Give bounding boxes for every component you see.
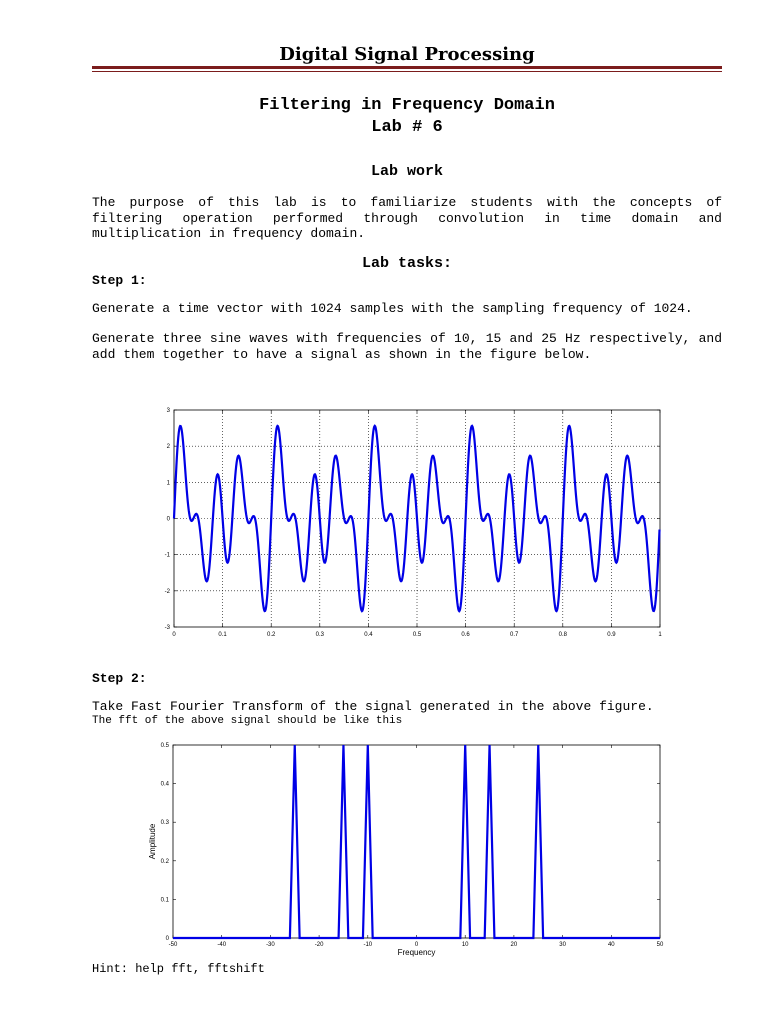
x-tick-label: 1 bbox=[658, 632, 662, 638]
x-tick-label: 0.2 bbox=[267, 632, 276, 638]
step1-text-1: Generate a time vector with 1024 samples with the sampling frequency of 1024. bbox=[92, 301, 693, 316]
y-tick-label: 0.4 bbox=[160, 781, 169, 788]
y-tick-label: 0.1 bbox=[160, 897, 169, 904]
x-axis-label: Frequency bbox=[397, 948, 436, 957]
lab-title: Filtering in Frequency Domain bbox=[259, 96, 555, 115]
step2-text-2: The fft of the above signal should be like this bbox=[92, 715, 403, 727]
x-tick-label: 0.3 bbox=[315, 632, 324, 638]
x-tick-label: 0 bbox=[172, 632, 176, 638]
x-tick-label: -10 bbox=[363, 942, 373, 948]
y-tick-label: 0 bbox=[165, 936, 169, 942]
x-tick-label: -20 bbox=[314, 942, 324, 948]
x-tick-label: 0.7 bbox=[510, 632, 519, 638]
time-signal-chart bbox=[150, 400, 670, 642]
header-rule-thick bbox=[92, 66, 722, 69]
x-tick-label: 0.8 bbox=[558, 632, 567, 638]
lab-number: Lab # 6 bbox=[371, 118, 443, 137]
y-tick-label: 0.3 bbox=[160, 820, 169, 827]
x-tick-label: 0.5 bbox=[412, 632, 422, 638]
y-tick-label: -2 bbox=[164, 588, 170, 595]
y-tick-label: 0.5 bbox=[160, 743, 169, 749]
y-tick-label: 0 bbox=[166, 516, 170, 523]
y-tick-label: 1 bbox=[166, 480, 170, 487]
step1-text-2: Generate three sine waves with frequencies of 10, 15 and 25 Hz respectively, and add them together to have a signal as shown in the figure below. bbox=[92, 331, 722, 362]
x-tick-label: 0.6 bbox=[461, 632, 470, 638]
x-tick-label: 50 bbox=[656, 942, 664, 948]
x-tick-label: 40 bbox=[607, 942, 615, 948]
spectrum-line bbox=[173, 745, 660, 938]
y-tick-label: 0.2 bbox=[160, 858, 169, 865]
x-tick-label: 0.4 bbox=[364, 632, 373, 638]
lab-work-heading: Lab work bbox=[370, 163, 443, 180]
x-tick-label: 0.1 bbox=[218, 632, 227, 638]
step2-label: Step 2: bbox=[92, 671, 147, 686]
x-tick-label: -50 bbox=[168, 942, 178, 948]
y-tick-label: 2 bbox=[166, 444, 170, 451]
y-axis-label: Amplitude bbox=[148, 823, 157, 860]
step1-label: Step 1: bbox=[92, 273, 147, 288]
intro-paragraph: The purpose of this lab is to familiarize students with the concepts of filtering operation performed through convolution in time domain and multiplication in frequency domain. bbox=[92, 195, 722, 241]
header-rule-thin bbox=[92, 71, 722, 72]
x-tick-label: 0 bbox=[414, 942, 419, 948]
x-tick-label: -40 bbox=[217, 942, 227, 948]
hint-text: Hint: help fft, fftshift bbox=[92, 962, 265, 976]
x-tick-label: -30 bbox=[266, 942, 275, 948]
lab-tasks-heading: Lab tasks: bbox=[361, 255, 452, 272]
signal-line bbox=[174, 426, 660, 611]
plot-frame bbox=[173, 745, 660, 938]
x-tick-label: 20 bbox=[510, 942, 518, 948]
fft-spectrum-chart bbox=[140, 735, 670, 960]
document-header: Digital Signal Processing bbox=[279, 44, 535, 65]
x-tick-label: 0.9 bbox=[607, 632, 616, 638]
step2-text-1: Take Fast Fourier Transform of the signal generated in the above figure. bbox=[92, 699, 654, 714]
x-tick-label: 30 bbox=[559, 942, 566, 948]
x-tick-label: 10 bbox=[461, 942, 469, 948]
y-tick-label: -3 bbox=[164, 625, 170, 631]
y-tick-label: 3 bbox=[166, 408, 170, 414]
y-tick-label: -1 bbox=[164, 552, 170, 559]
